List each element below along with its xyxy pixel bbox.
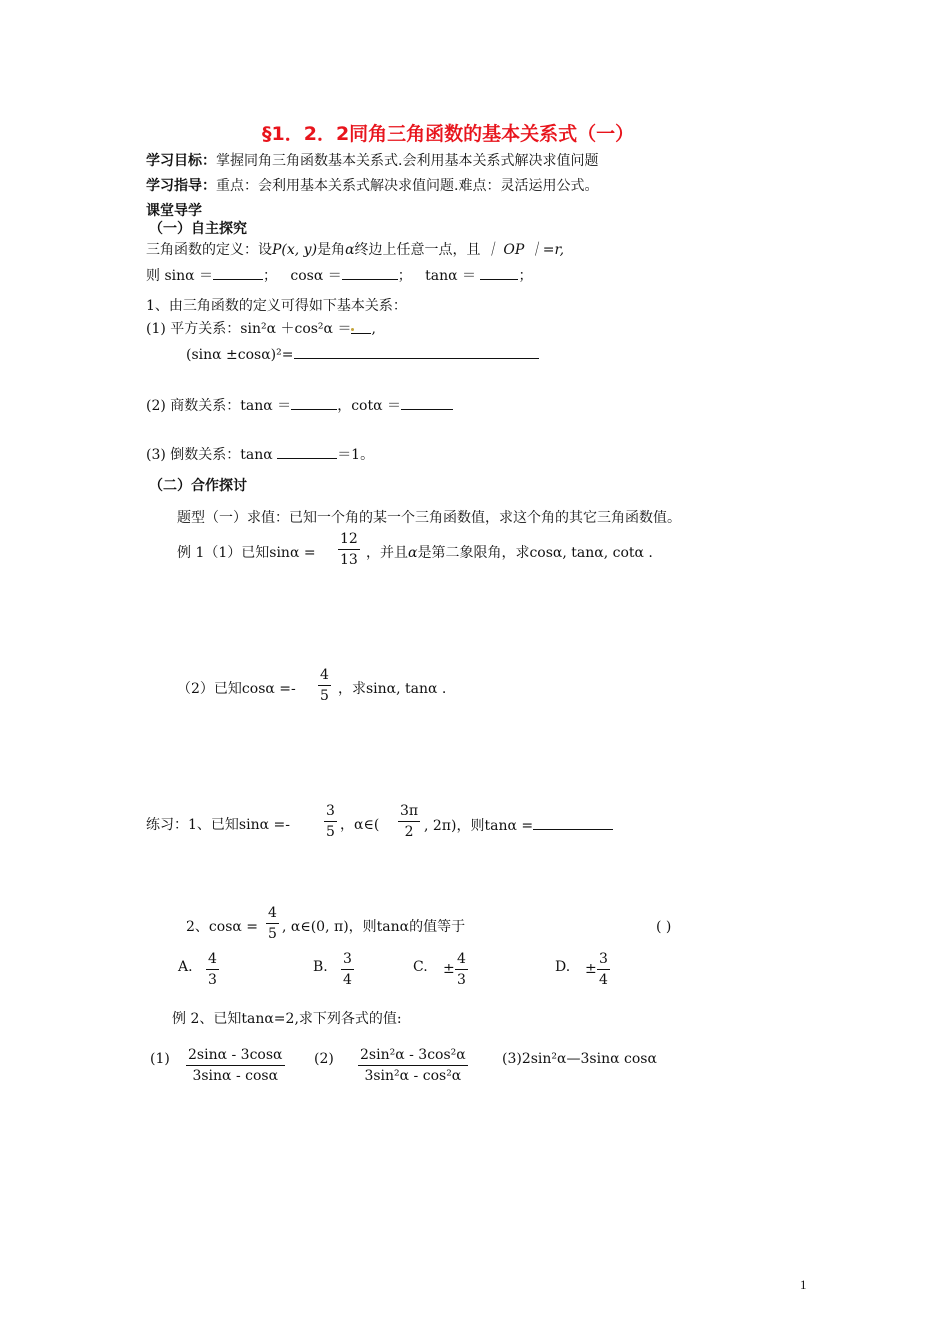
ex1-2-ask: sinα, tanα . xyxy=(366,681,447,697)
p2-then: ，则 xyxy=(348,919,377,935)
definition-line xyxy=(146,243,564,257)
p2-prefix: 2、 xyxy=(186,919,209,935)
p1-range-den: 2 xyxy=(404,824,414,840)
ex1-1-mid: ，并且 xyxy=(366,545,408,561)
example1-part1 xyxy=(177,546,316,560)
option-letter[interactable]: D. xyxy=(555,959,571,975)
semi-1: ； xyxy=(263,268,278,284)
relation-square-b xyxy=(186,347,539,362)
p1-bar xyxy=(324,821,337,822)
section-heading-main: 课堂导学 xyxy=(146,203,202,219)
ex2-cond: tanα=2 xyxy=(241,1011,295,1027)
def-op: ｜ OP ｜=r, xyxy=(484,242,565,258)
practice2 xyxy=(186,920,258,934)
definition-blanks xyxy=(146,268,532,283)
ex1-1-bar xyxy=(338,549,360,550)
option-den: 4 xyxy=(599,972,608,988)
ex1-1-den: 13 xyxy=(340,552,358,568)
option-num: 3 xyxy=(599,951,608,967)
part1-heading: （一）自主探究 xyxy=(149,221,247,237)
p2-cos: cosα = xyxy=(208,919,259,935)
r1-formula: sin²α ＋cos²α ＝ xyxy=(240,321,352,337)
ex1-1-alpha: α xyxy=(408,545,418,561)
option-fraction xyxy=(597,952,610,987)
option-den: 3 xyxy=(457,972,466,988)
semi-3: ； xyxy=(518,268,533,284)
option-letter[interactable]: B. xyxy=(313,959,328,975)
example1-part2-rest xyxy=(338,682,446,696)
ex1-1-text: 是第二象限角，求 xyxy=(417,545,530,561)
p1-then: ，则 xyxy=(456,818,485,834)
option-num: 4 xyxy=(457,951,466,967)
option-sign: ± xyxy=(443,961,455,977)
part2-heading: （二）合作探讨 xyxy=(149,478,247,494)
p1-range-a: α∈( xyxy=(354,817,380,833)
option-bar xyxy=(341,969,354,970)
ex2-q3 xyxy=(502,1052,657,1066)
ex2-q1-num: 2sinα - 3cosα xyxy=(188,1047,283,1063)
r2-tan: tanα ＝ xyxy=(240,398,292,414)
option-den: 3 xyxy=(208,972,217,988)
ex2-q1-label: (1) xyxy=(150,1051,170,1067)
option-num: 3 xyxy=(343,951,352,967)
ex1-1-fraction xyxy=(338,532,360,567)
learning-guide xyxy=(146,179,598,193)
p1-range-end xyxy=(424,818,613,833)
cos-label: cosα ＝ xyxy=(290,268,342,284)
def-alpha: α xyxy=(345,242,355,258)
ex1-1-sin: sinα = xyxy=(269,545,316,561)
option-sign: ± xyxy=(585,961,597,977)
r1-label: (1) 平方关系： xyxy=(146,321,241,337)
page-number: 1 xyxy=(800,1277,807,1292)
r1-blank[interactable] xyxy=(351,322,371,334)
learning-guide-label: 学习指导： xyxy=(146,178,216,194)
ex1-2-prefix: （2）已知 xyxy=(177,681,242,697)
option-den: 4 xyxy=(343,972,352,988)
practice1 xyxy=(146,818,290,832)
relation-square xyxy=(146,322,376,336)
tan-blank[interactable] xyxy=(480,268,518,280)
p1-range-num: 3π xyxy=(400,803,419,819)
relation-quotient xyxy=(146,398,453,413)
ex2-q3-expr: 2sin²α—3sinα cosα xyxy=(521,1051,657,1067)
then-label: 则 xyxy=(146,268,160,284)
learning-goal xyxy=(146,154,598,168)
ex2-q2-fraction xyxy=(358,1048,468,1083)
r2-cot: cotα ＝ xyxy=(351,398,401,414)
ex1-2-den: 5 xyxy=(320,688,329,704)
example2-line xyxy=(172,1012,402,1026)
r3-tan: tanα xyxy=(240,447,273,463)
p2-den: 5 xyxy=(268,926,277,942)
ex1-2-mid: ，求 xyxy=(338,681,366,697)
ex1-1-prefix: 例 1（1）已知 xyxy=(177,545,270,561)
p1-range-start xyxy=(340,818,379,832)
sin-blank[interactable] xyxy=(213,268,263,280)
tan-label: tanα ＝ xyxy=(425,268,477,284)
p2-suffix: 的值等于 xyxy=(409,919,466,935)
semi-2: ； xyxy=(397,268,412,284)
example1-part2 xyxy=(177,682,296,696)
p1-fraction xyxy=(324,804,337,839)
def-mid: 是角 xyxy=(317,242,346,258)
r2-comma: ， xyxy=(337,398,352,414)
r1-blank-dot xyxy=(351,328,354,331)
ex1-2-cos: cosα =- xyxy=(241,681,296,697)
p2-num: 4 xyxy=(268,905,277,921)
r2-label: (2) 商数关系： xyxy=(146,398,241,414)
ex1-2-fraction xyxy=(318,668,331,703)
ex1-1-num: 12 xyxy=(340,531,358,547)
r2-cot-blank[interactable] xyxy=(401,398,453,410)
example1-part1-rest xyxy=(366,546,653,560)
p1-prefix: 练习：1、已知 xyxy=(146,817,239,833)
r1-end: , xyxy=(371,321,376,337)
def-point: P(x, y) xyxy=(272,242,318,258)
problem-type-line: 题型（一）求值：已知一个角的某一个三角函数值，求这个角的其它三角函数值。 xyxy=(177,510,681,526)
ex2-prefix: 例 2、已知 xyxy=(172,1011,242,1027)
p2-bar xyxy=(266,923,279,924)
ex1-1-ask: cosα, tanα, cotα . xyxy=(529,545,653,561)
r2-tan-blank[interactable] xyxy=(291,398,337,410)
ex2-q2-bar xyxy=(358,1065,468,1066)
p2-fraction xyxy=(266,906,279,941)
r3-end: ＝1。 xyxy=(337,447,375,463)
def-suffix: 终边上任意一点，且 xyxy=(354,242,481,258)
p2-answer-paren[interactable]: ( ) xyxy=(656,919,672,935)
option-fraction xyxy=(206,952,219,987)
def-prefix: 三角函数的定义：设 xyxy=(146,242,272,258)
learning-goal-label: 学习目标： xyxy=(146,153,216,169)
ex2-q1-fraction xyxy=(186,1048,285,1083)
option-bar xyxy=(597,969,610,970)
option-fraction xyxy=(341,952,354,987)
learning-guide-text: 重点：会利用基本关系式解决求值问题.难点：灵活运用公式。 xyxy=(216,178,599,194)
ex2-q3-label: (3) xyxy=(502,1051,522,1067)
ex2-suffix: ,求下列各式的值: xyxy=(294,1011,402,1027)
ex2-q2-num: 2sin²α - 3cos²α xyxy=(360,1047,466,1063)
p2-tan: tanα xyxy=(376,919,410,935)
p1-tan: tanα = xyxy=(484,818,534,834)
option-letter[interactable]: C. xyxy=(413,959,428,975)
option-num: 4 xyxy=(208,951,217,967)
p1-comma: ， xyxy=(340,817,354,833)
relation-reciprocal xyxy=(146,447,374,462)
ex2-q2-den: 3sin²α - cos²α xyxy=(364,1068,462,1084)
page-title: §1．2．2同角三角函数的基本关系式（一） xyxy=(262,123,635,145)
p1-range-fraction xyxy=(398,804,420,839)
ex2-q2-label: (2) xyxy=(314,1051,334,1067)
p1-blank[interactable] xyxy=(533,818,613,830)
ex2-q1-bar xyxy=(186,1065,285,1066)
option-bar xyxy=(455,969,468,970)
option-bar xyxy=(206,969,219,970)
cos-blank[interactable] xyxy=(342,268,398,280)
p1-sin: sinα =- xyxy=(238,817,290,833)
option-fraction xyxy=(455,952,468,987)
sin-label: sinα ＝ xyxy=(164,268,214,284)
p2-range: , α∈(0, π) xyxy=(282,919,349,935)
r1b-formula: (sinα ±cosα)²= xyxy=(186,347,294,363)
relations-intro: 1、由三角函数的定义可得如下基本关系： xyxy=(146,298,407,314)
ex2-q1-den: 3sinα - cosα xyxy=(192,1068,279,1084)
p1-den: 5 xyxy=(326,824,335,840)
r3-blank[interactable] xyxy=(277,447,337,459)
learning-goal-text: 掌握同角三角函数基本关系式.会利用基本关系式解决求值问题 xyxy=(216,153,599,169)
r3-label: (3) 倒数关系： xyxy=(146,447,241,463)
option-letter[interactable]: A. xyxy=(178,959,193,975)
p1-num: 3 xyxy=(326,803,335,819)
ex1-2-bar xyxy=(318,685,331,686)
p2-rest xyxy=(282,920,465,934)
ex1-2-num: 4 xyxy=(320,667,329,683)
p1-range-bar xyxy=(398,821,420,822)
p1-range-b: , 2π) xyxy=(424,818,457,834)
r1b-blank[interactable] xyxy=(294,347,539,359)
